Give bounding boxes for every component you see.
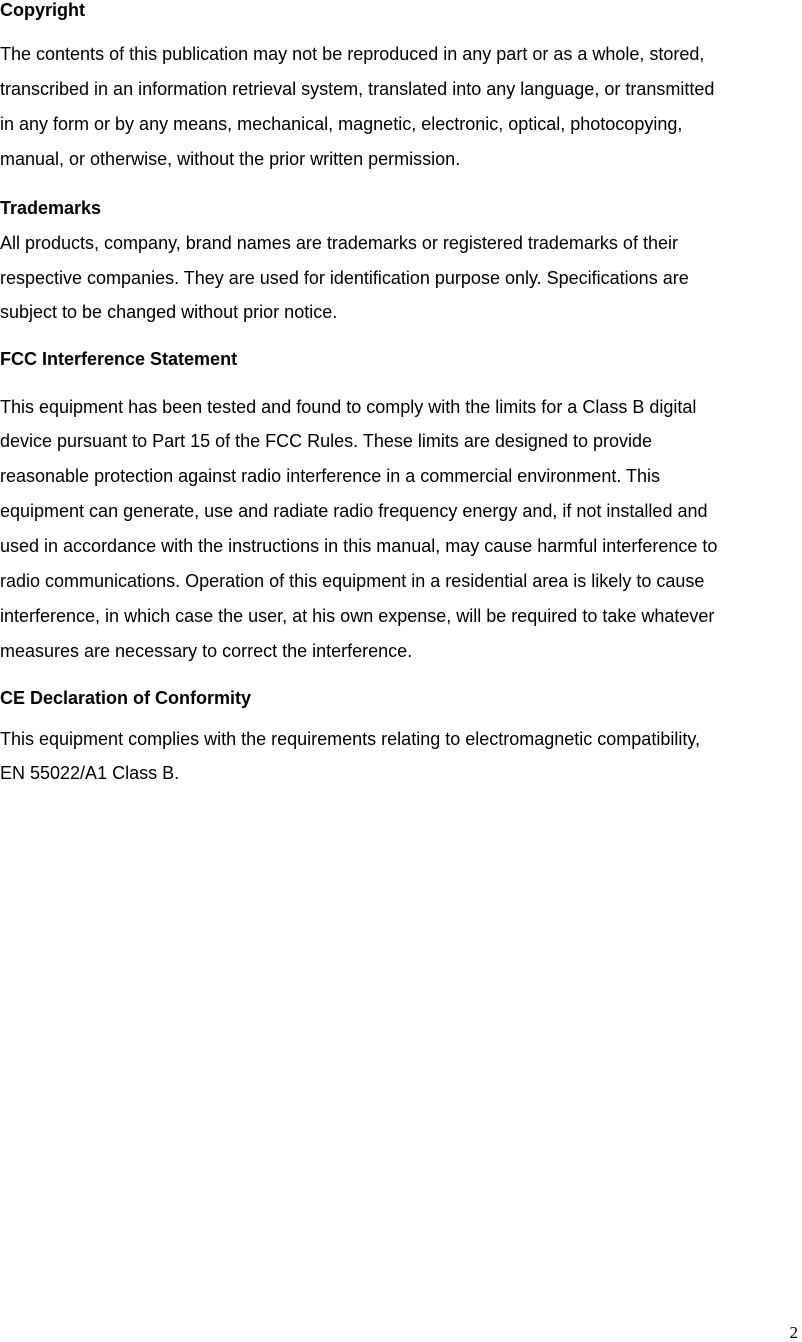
copyright-line: The contents of this publication may not be reproduced in any part or as a whole, stored, bbox=[0, 44, 705, 64]
copyright-line: manual, or otherwise, without the prior written permission. bbox=[0, 149, 461, 169]
fcc-line: device pursuant to Part 15 of the FCC Rules. These limits are designed to provide bbox=[0, 431, 653, 451]
ce-heading: CE Declaration of Conformity bbox=[0, 688, 252, 708]
fcc-line: interference, in which case the user, at his own expense, will be required to take whatever bbox=[0, 606, 715, 626]
copyright-heading: Copyright bbox=[0, 0, 85, 20]
fcc-line: radio communications. Operation of this equipment in a residential area is likely to cause bbox=[0, 571, 705, 591]
fcc-line: This equipment has been tested and found to comply with the limits for a Class B digital bbox=[0, 397, 697, 417]
copyright-line: transcribed in an information retrieval system, translated into any language, or transmitted bbox=[0, 79, 715, 99]
copyright-line: in any form or by any means, mechanical, magnetic, electronic, optical, photocopying, bbox=[0, 114, 683, 134]
fcc-line: used in accordance with the instructions in this manual, may cause harmful interference to bbox=[0, 536, 718, 556]
fcc-line: reasonable protection against radio interference in a commercial environment. This bbox=[0, 466, 661, 486]
trademarks-heading: Trademarks bbox=[0, 198, 102, 218]
fcc-line: measures are necessary to correct the interference. bbox=[0, 641, 413, 661]
ce-line: EN 55022/A1 Class B. bbox=[0, 763, 180, 783]
fcc-heading: FCC Interference Statement bbox=[0, 349, 238, 369]
trademarks-line: respective companies. They are used for identification purpose only. Specifications are bbox=[0, 268, 689, 288]
trademarks-line: subject to be changed without prior notice. bbox=[0, 302, 338, 322]
trademarks-line: All products, company, brand names are trademarks or registered trademarks of their bbox=[0, 233, 678, 253]
fcc-line: equipment can generate, use and radiate radio frequency energy and, if not installed and bbox=[0, 501, 708, 521]
page-number: 2 bbox=[789, 1323, 798, 1342]
ce-line: This equipment complies with the requirements relating to electromagnetic compatibility, bbox=[0, 729, 700, 749]
